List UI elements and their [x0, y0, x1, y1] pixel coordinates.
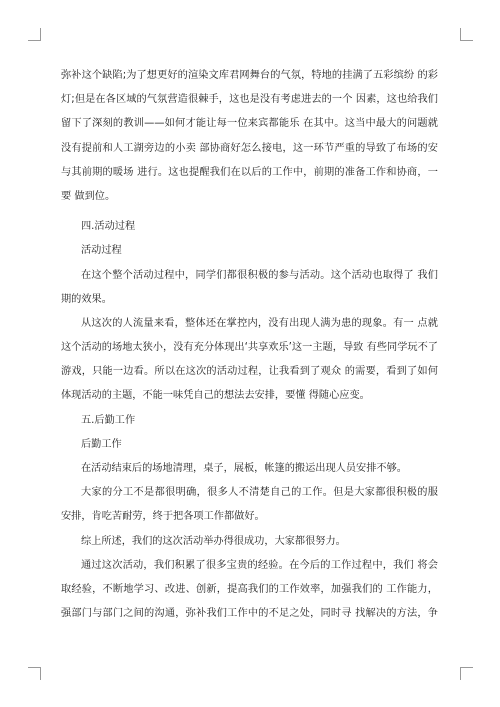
- paragraph-line: 这个活动的场地太狭小，没有充分体现出‘共享欢乐’这一主题，导致 有些同学玩不了: [61, 342, 438, 354]
- paragraph-line: 在活动结束后的场地清理，桌子，展板，帐篷的搬运出现人员安排不够。: [81, 463, 407, 474]
- paragraph-line: 通过这次活动，我们积累了很多宝贵的经验。在今后的工作过程中，我们 将会: [81, 559, 438, 571]
- section-heading: 四.活动过程: [81, 221, 136, 233]
- paragraph-line: 与其前期的暖场 进行。这也提醒我们在以后的工作中，前期的准备工作和协商，一: [61, 166, 438, 178]
- subsection-heading: 后勤工作: [81, 438, 122, 450]
- paragraph-line: 综上所述，我们的这次活动举办得很成功，大家都很努力。: [81, 535, 346, 547]
- paragraph-line: 安排，肯吃苦耐劳，终于把各项工作都做好。: [61, 511, 265, 523]
- paragraph-line: 游戏，只能一边看。所以在这次的活动过程，让我看到了观众 的需要，看到了如何: [61, 366, 438, 378]
- crop-mark-top-left: [28, 28, 41, 41]
- paragraph-line: 留下了深刻的教训——如何才能让每一位来宾都能乐 在其中。这当中最大的问题就: [61, 118, 438, 130]
- subsection-heading: 活动过程: [81, 245, 122, 257]
- paragraph-line: 大家的分工不是都很明确，很多人不清楚自己的工作。但是大家都很积极的服: [81, 487, 438, 499]
- paragraph-line: 取经验，不断地学习、改进、创新，提高我们的工作效率，加强我们的 工作能力，: [61, 583, 438, 595]
- paragraph-line: 期的效果。: [61, 293, 112, 305]
- document-body: [61, 64, 438, 626]
- crop-mark-top-right: [460, 28, 473, 41]
- crop-mark-bottom-right: [460, 667, 473, 680]
- paragraph-line: 弥补这个缺陷;为了想更好的渲染文库君网舞台的气氛，特地的挂满了五彩缤纷 的彩: [61, 70, 438, 81]
- paragraph-line: 没有提前和人工湖旁边的小卖 部协商好怎么接电，这一环节严重的导致了布场的安: [61, 142, 438, 154]
- paragraph-line: 灯;但是在各区域的气氛营造很棘手，这也是没有考虑进去的一个 因素，这也给我们: [61, 94, 438, 106]
- paragraph-line: 要 做到位。: [61, 190, 116, 202]
- paragraph-line: 体现活动的主题，不能一味凭自己的想法去安排，要懂 得随心应变。: [61, 390, 370, 402]
- crop-mark-bottom-left: [28, 667, 41, 680]
- paragraph-line: 强部门与部门之间的沟通，弥补我们工作中的不足之处，同时寻 找解决的方法，争: [61, 608, 438, 620]
- paragraph-line: 从这次的人流量来看，整体还在掌控内，没有出现人满为患的现象。有一 点就: [81, 317, 438, 329]
- section-heading: 五.后勤工作: [81, 414, 136, 426]
- paragraph-line: 在这个整个活动过程中，同学们都很积极的参与活动。这个活动也取得了 我们: [81, 269, 438, 281]
